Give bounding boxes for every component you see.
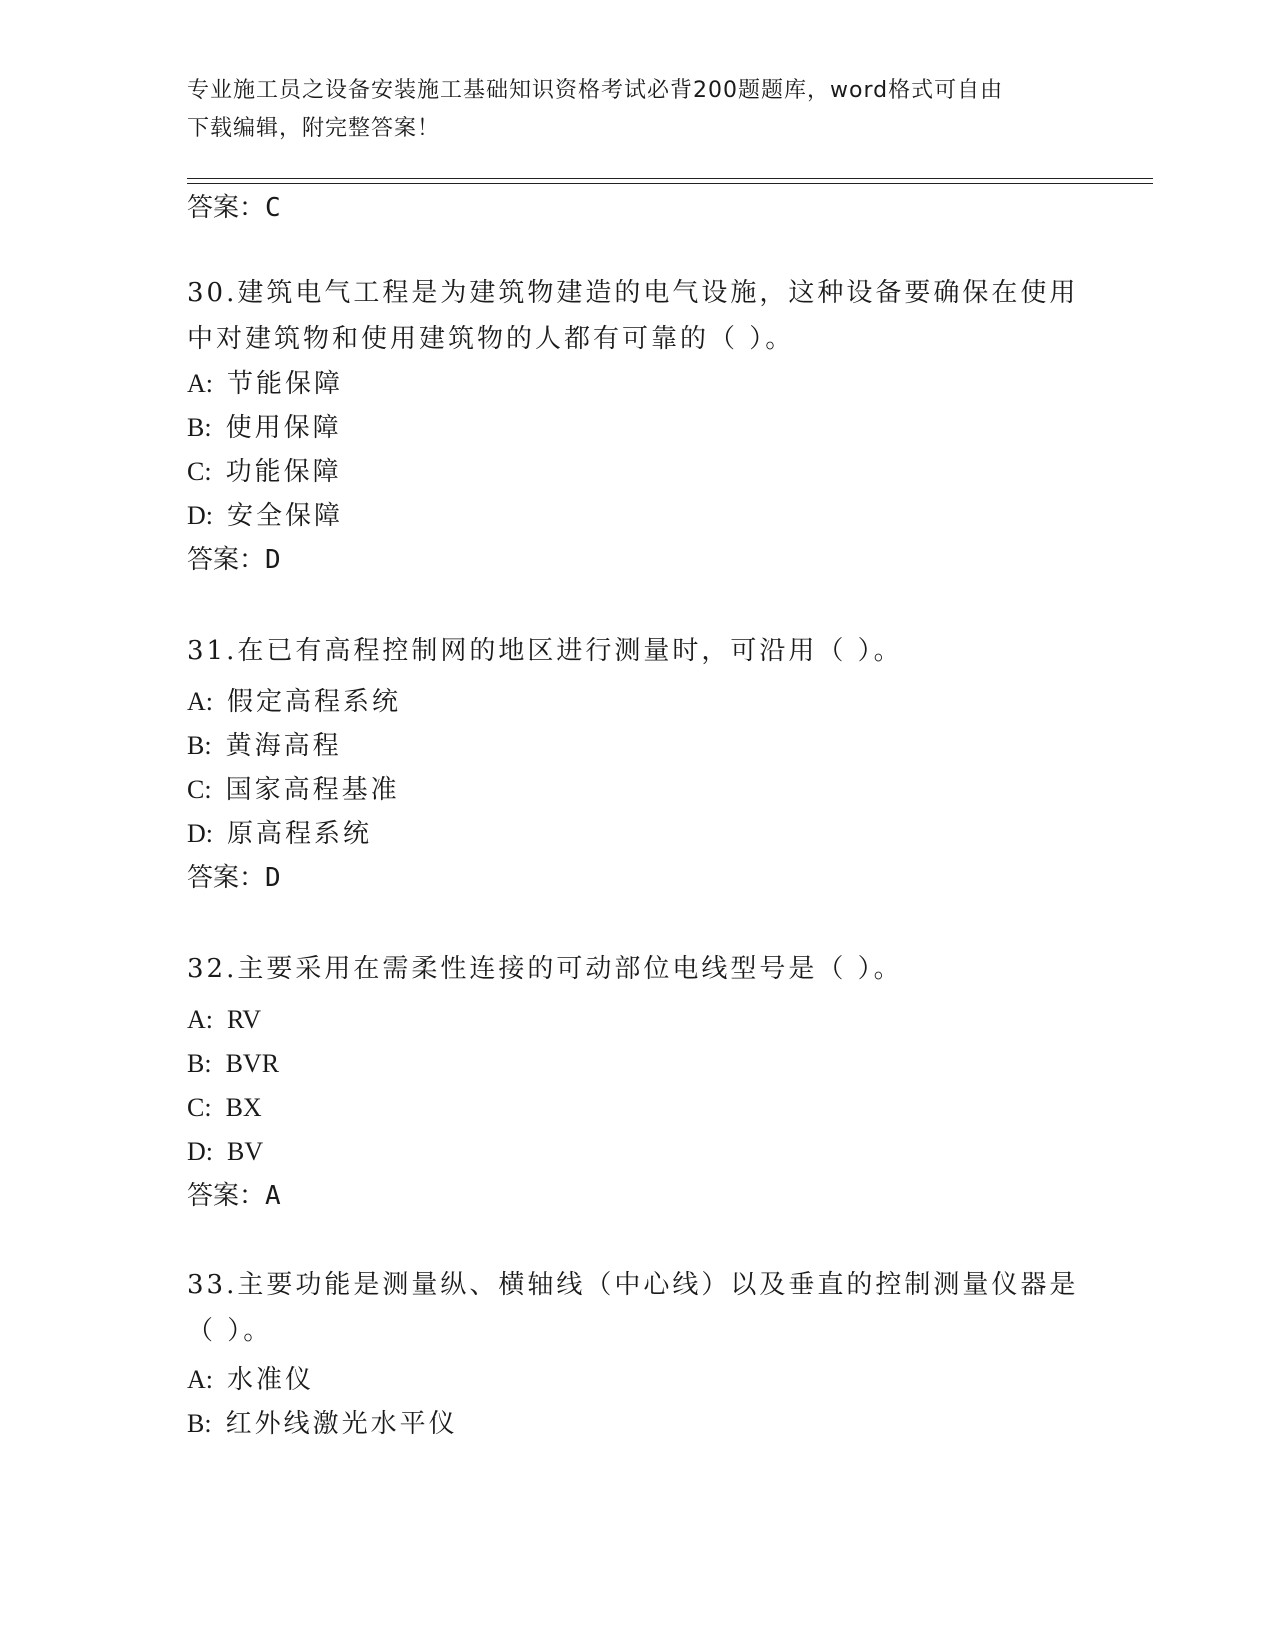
question-32-option-b	[187, 1046, 279, 1082]
option-letter: D:	[187, 501, 213, 530]
question-30-line-2: 中对建筑物和使用建筑物的人都有可靠的（ ）。	[187, 324, 795, 354]
question-30-stem	[187, 270, 1087, 362]
option-text: 国家高程基准	[225, 775, 400, 805]
option-text: 水准仪	[227, 1365, 315, 1395]
answer-value: A	[265, 1181, 281, 1211]
header-rule-top	[187, 178, 1153, 179]
question-33-option-a	[187, 1362, 314, 1398]
answer-label: 答案：	[187, 545, 266, 575]
question-31-stem	[187, 628, 1087, 674]
question-30-line-1: 30.建筑电气工程是为建筑物建造的电气设施，这种设备要确保在使用	[187, 278, 1079, 308]
option-text: 原高程系统	[227, 819, 373, 849]
header-line-1: 专业施工员之设备安装施工基础知识资格考试必背200题题库，word格式可自由	[187, 78, 1004, 103]
option-letter: C:	[187, 1093, 212, 1122]
option-text: 功能保障	[225, 457, 342, 487]
question-33-option-b	[187, 1406, 458, 1442]
header-line-2: 下载编辑，附完整答案！	[187, 116, 441, 141]
question-32-answer	[187, 1178, 281, 1214]
option-letter: B:	[187, 1409, 212, 1438]
header-rule-bottom	[187, 183, 1153, 184]
option-letter: C:	[187, 775, 212, 804]
question-30-option-c	[187, 454, 342, 490]
option-text: BVR	[225, 1049, 280, 1078]
option-letter: A:	[187, 687, 213, 716]
answer-label: 答案：	[187, 193, 266, 223]
question-33-stem	[187, 1262, 1087, 1354]
option-text: 节能保障	[227, 369, 344, 399]
option-text: 黄海高程	[225, 731, 342, 761]
option-letter: B:	[187, 1049, 212, 1078]
question-33-line-2: （ ）。	[187, 1316, 273, 1346]
question-31-line-1: 31.在已有高程控制网的地区进行测量时，可沿用（ ）。	[187, 636, 903, 666]
option-text: 红外线激光水平仪	[225, 1409, 458, 1439]
question-30-answer	[187, 542, 281, 578]
option-letter: C:	[187, 457, 212, 486]
option-letter: A:	[187, 1005, 213, 1034]
question-31-option-c	[187, 772, 400, 808]
option-letter: A:	[187, 1365, 213, 1394]
option-text: 假定高程系统	[227, 687, 402, 717]
option-text: BX	[225, 1093, 262, 1122]
answer-label: 答案：	[187, 1181, 266, 1211]
option-letter: B:	[187, 413, 212, 442]
question-31-answer	[187, 860, 281, 896]
answer-line-prev	[187, 190, 281, 226]
question-31-option-d	[187, 816, 372, 852]
question-32-option-c	[187, 1090, 262, 1126]
question-31-option-a	[187, 684, 401, 720]
document-header	[187, 72, 1087, 148]
question-32-stem	[187, 946, 1087, 992]
option-letter: B:	[187, 731, 212, 760]
answer-value: C	[265, 193, 281, 223]
option-text: 使用保障	[225, 413, 342, 443]
option-letter: A:	[187, 369, 213, 398]
answer-label: 答案：	[187, 863, 266, 893]
answer-value: D	[265, 545, 281, 575]
question-30-option-d	[187, 498, 343, 534]
question-32-line-1: 32.主要采用在需柔性连接的可动部位电线型号是（ ）。	[187, 954, 903, 984]
option-text: BV	[227, 1137, 264, 1166]
option-text: RV	[227, 1005, 262, 1034]
option-letter: D:	[187, 1137, 213, 1166]
option-text: 安全保障	[227, 501, 344, 531]
question-30-option-b	[187, 410, 342, 446]
answer-value: D	[265, 863, 281, 893]
question-33-line-1: 33.主要功能是测量纵、横轴线（中心线）以及垂直的控制测量仪器是	[187, 1270, 1079, 1300]
question-31-option-b	[187, 728, 342, 764]
option-letter: D:	[187, 819, 213, 848]
question-30-option-a	[187, 366, 343, 402]
question-32-option-d	[187, 1134, 263, 1170]
question-32-option-a	[187, 1002, 261, 1038]
